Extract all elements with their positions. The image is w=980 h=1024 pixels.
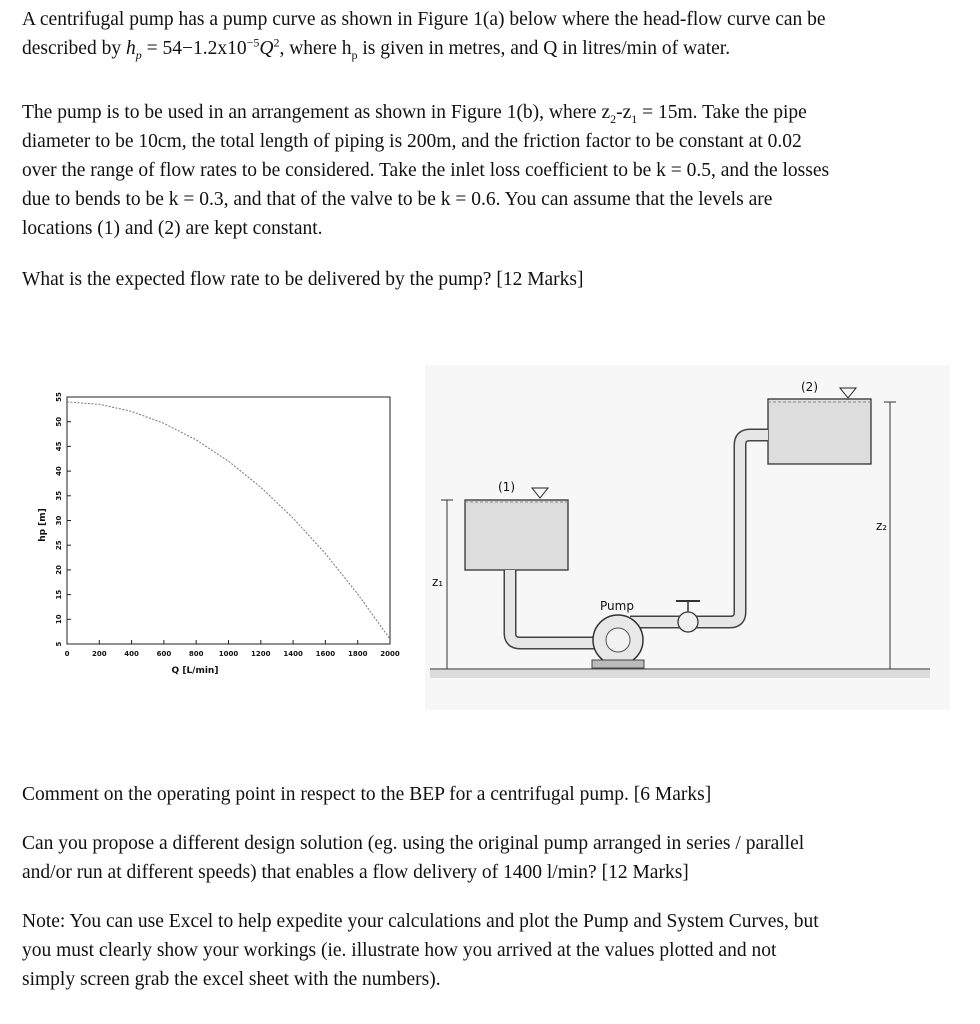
question-flow-rate: What is the expected flow rate to be delivered by the pump? [12 Marks] bbox=[22, 269, 584, 290]
y-tick-label: 35 bbox=[55, 490, 63, 501]
x-tick-label: 200 bbox=[91, 650, 107, 658]
question-design bbox=[22, 829, 934, 887]
y-tick-label: 15 bbox=[55, 589, 63, 600]
tank-2 bbox=[768, 399, 871, 464]
y-tick-label: 50 bbox=[55, 416, 63, 427]
pump-label: Pump bbox=[600, 599, 634, 613]
pump-base bbox=[592, 660, 644, 668]
x-tick-label: 400 bbox=[124, 650, 139, 658]
y-axis-label: hp [m] bbox=[38, 508, 48, 542]
y-tick-label: 10 bbox=[55, 614, 63, 625]
valve-body bbox=[678, 612, 698, 632]
arrangement-paragraph bbox=[22, 98, 934, 243]
pump-head-curve bbox=[67, 402, 390, 639]
intro-line-1: A centrifugal pump has a pump curve as shown in Figure 1(a) below where the head-flow curve can be bbox=[22, 9, 826, 30]
arrangement-line-2: diameter to be 10cm, the total length of piping is 200m, and the friction factor to be constant at 0.02 bbox=[22, 131, 802, 152]
figure-1 bbox=[20, 360, 950, 710]
intro-line-2-end: is given in metres, and Q in litres/min of water. bbox=[357, 38, 731, 59]
y-tick-label: 25 bbox=[55, 540, 63, 551]
x-tick-label: 800 bbox=[188, 650, 204, 658]
x-tick-label: 1600 bbox=[315, 650, 336, 658]
pump-impeller bbox=[606, 628, 630, 652]
note-line-3: simply screen grab the excel sheet with the numbers). bbox=[22, 969, 441, 990]
arrangement-line-1-end: = 15m. Take the pipe bbox=[637, 102, 807, 123]
question-bep: Comment on the operating point in respect to the BEP for a centrifugal pump. [6 Marks] bbox=[22, 784, 712, 805]
equation-body: = 54−1.2x10 bbox=[141, 38, 247, 59]
y-tick-label: 45 bbox=[55, 441, 63, 452]
note-line-1: Note: You can use Excel to help expedite your calculations and plot the Pump and System Curves, but bbox=[22, 911, 819, 932]
arrangement-line-1: The pump is to be used in an arrangement as shown in Figure 1(b), where z bbox=[22, 102, 611, 123]
chart-frame bbox=[67, 397, 390, 644]
arrangement-line-1-mid: -z bbox=[616, 102, 632, 123]
y-tick-label: 30 bbox=[55, 515, 63, 526]
x-tick-label: 600 bbox=[156, 650, 172, 658]
intro-paragraph bbox=[22, 5, 934, 63]
x-tick-label: 1000 bbox=[218, 650, 239, 658]
z2-subscript: 2 bbox=[610, 111, 617, 126]
x-tick-label: 1800 bbox=[347, 650, 368, 658]
system-arrangement-diagram bbox=[425, 365, 950, 710]
equation-q-exponent: 2 bbox=[273, 35, 280, 50]
arrangement-line-3: over the range of flow rates to be considered. Take the inlet loss coefficient to be k = 0.5, and the losses bbox=[22, 160, 830, 181]
y-axis-ticks bbox=[55, 392, 71, 646]
intro-line-2-start: described by bbox=[22, 38, 126, 59]
tank-2-label: (2) bbox=[801, 380, 818, 394]
x-axis-ticks bbox=[65, 640, 400, 658]
tank-1-label: (1) bbox=[498, 480, 515, 494]
y-tick-label: 20 bbox=[55, 565, 63, 575]
equation-q: Q bbox=[259, 38, 274, 59]
x-tick-label: 1400 bbox=[283, 650, 303, 658]
arrangement-line-5: locations (1) and (2) are kept constant. bbox=[22, 218, 323, 239]
x-tick-label: 2000 bbox=[380, 650, 400, 658]
x-tick-label: 1200 bbox=[251, 650, 271, 658]
equation-exponent: −5 bbox=[246, 35, 260, 50]
question-design-line-1: Can you propose a different design solution (eg. using the original pump arranged in series / parallel bbox=[22, 833, 805, 854]
y-tick-label: 5 bbox=[55, 641, 63, 647]
note-paragraph bbox=[22, 907, 934, 994]
question-design-line-2: and/or run at different speeds) that enables a flow delivery of 1400 l/min? [12 Marks] bbox=[22, 862, 689, 883]
x-axis-label: Q [L/min] bbox=[171, 666, 219, 676]
x-tick-label: 0 bbox=[64, 650, 70, 658]
hp-subscript: p bbox=[351, 47, 358, 62]
y-tick-label: 40 bbox=[55, 466, 63, 476]
z1-label: z₁ bbox=[432, 575, 444, 589]
y-tick-label: 55 bbox=[55, 392, 63, 402]
head-equation: $h_p$ bbox=[125, 38, 142, 62]
z2-label: z₂ bbox=[876, 519, 888, 533]
tank-1 bbox=[465, 500, 568, 570]
pump-curve-chart bbox=[38, 392, 400, 676]
arrangement-line-4: due to bends to be k = 0.3, and that of the valve to be k = 0.6. You can assume that the levels are bbox=[22, 189, 773, 210]
note-line-2: you must clearly show your workings (ie. illustrate how you arrived at the values plotted and not bbox=[22, 940, 777, 961]
intro-line-2-mid: , where h bbox=[279, 38, 352, 59]
z1-subscript: 1 bbox=[631, 111, 638, 126]
